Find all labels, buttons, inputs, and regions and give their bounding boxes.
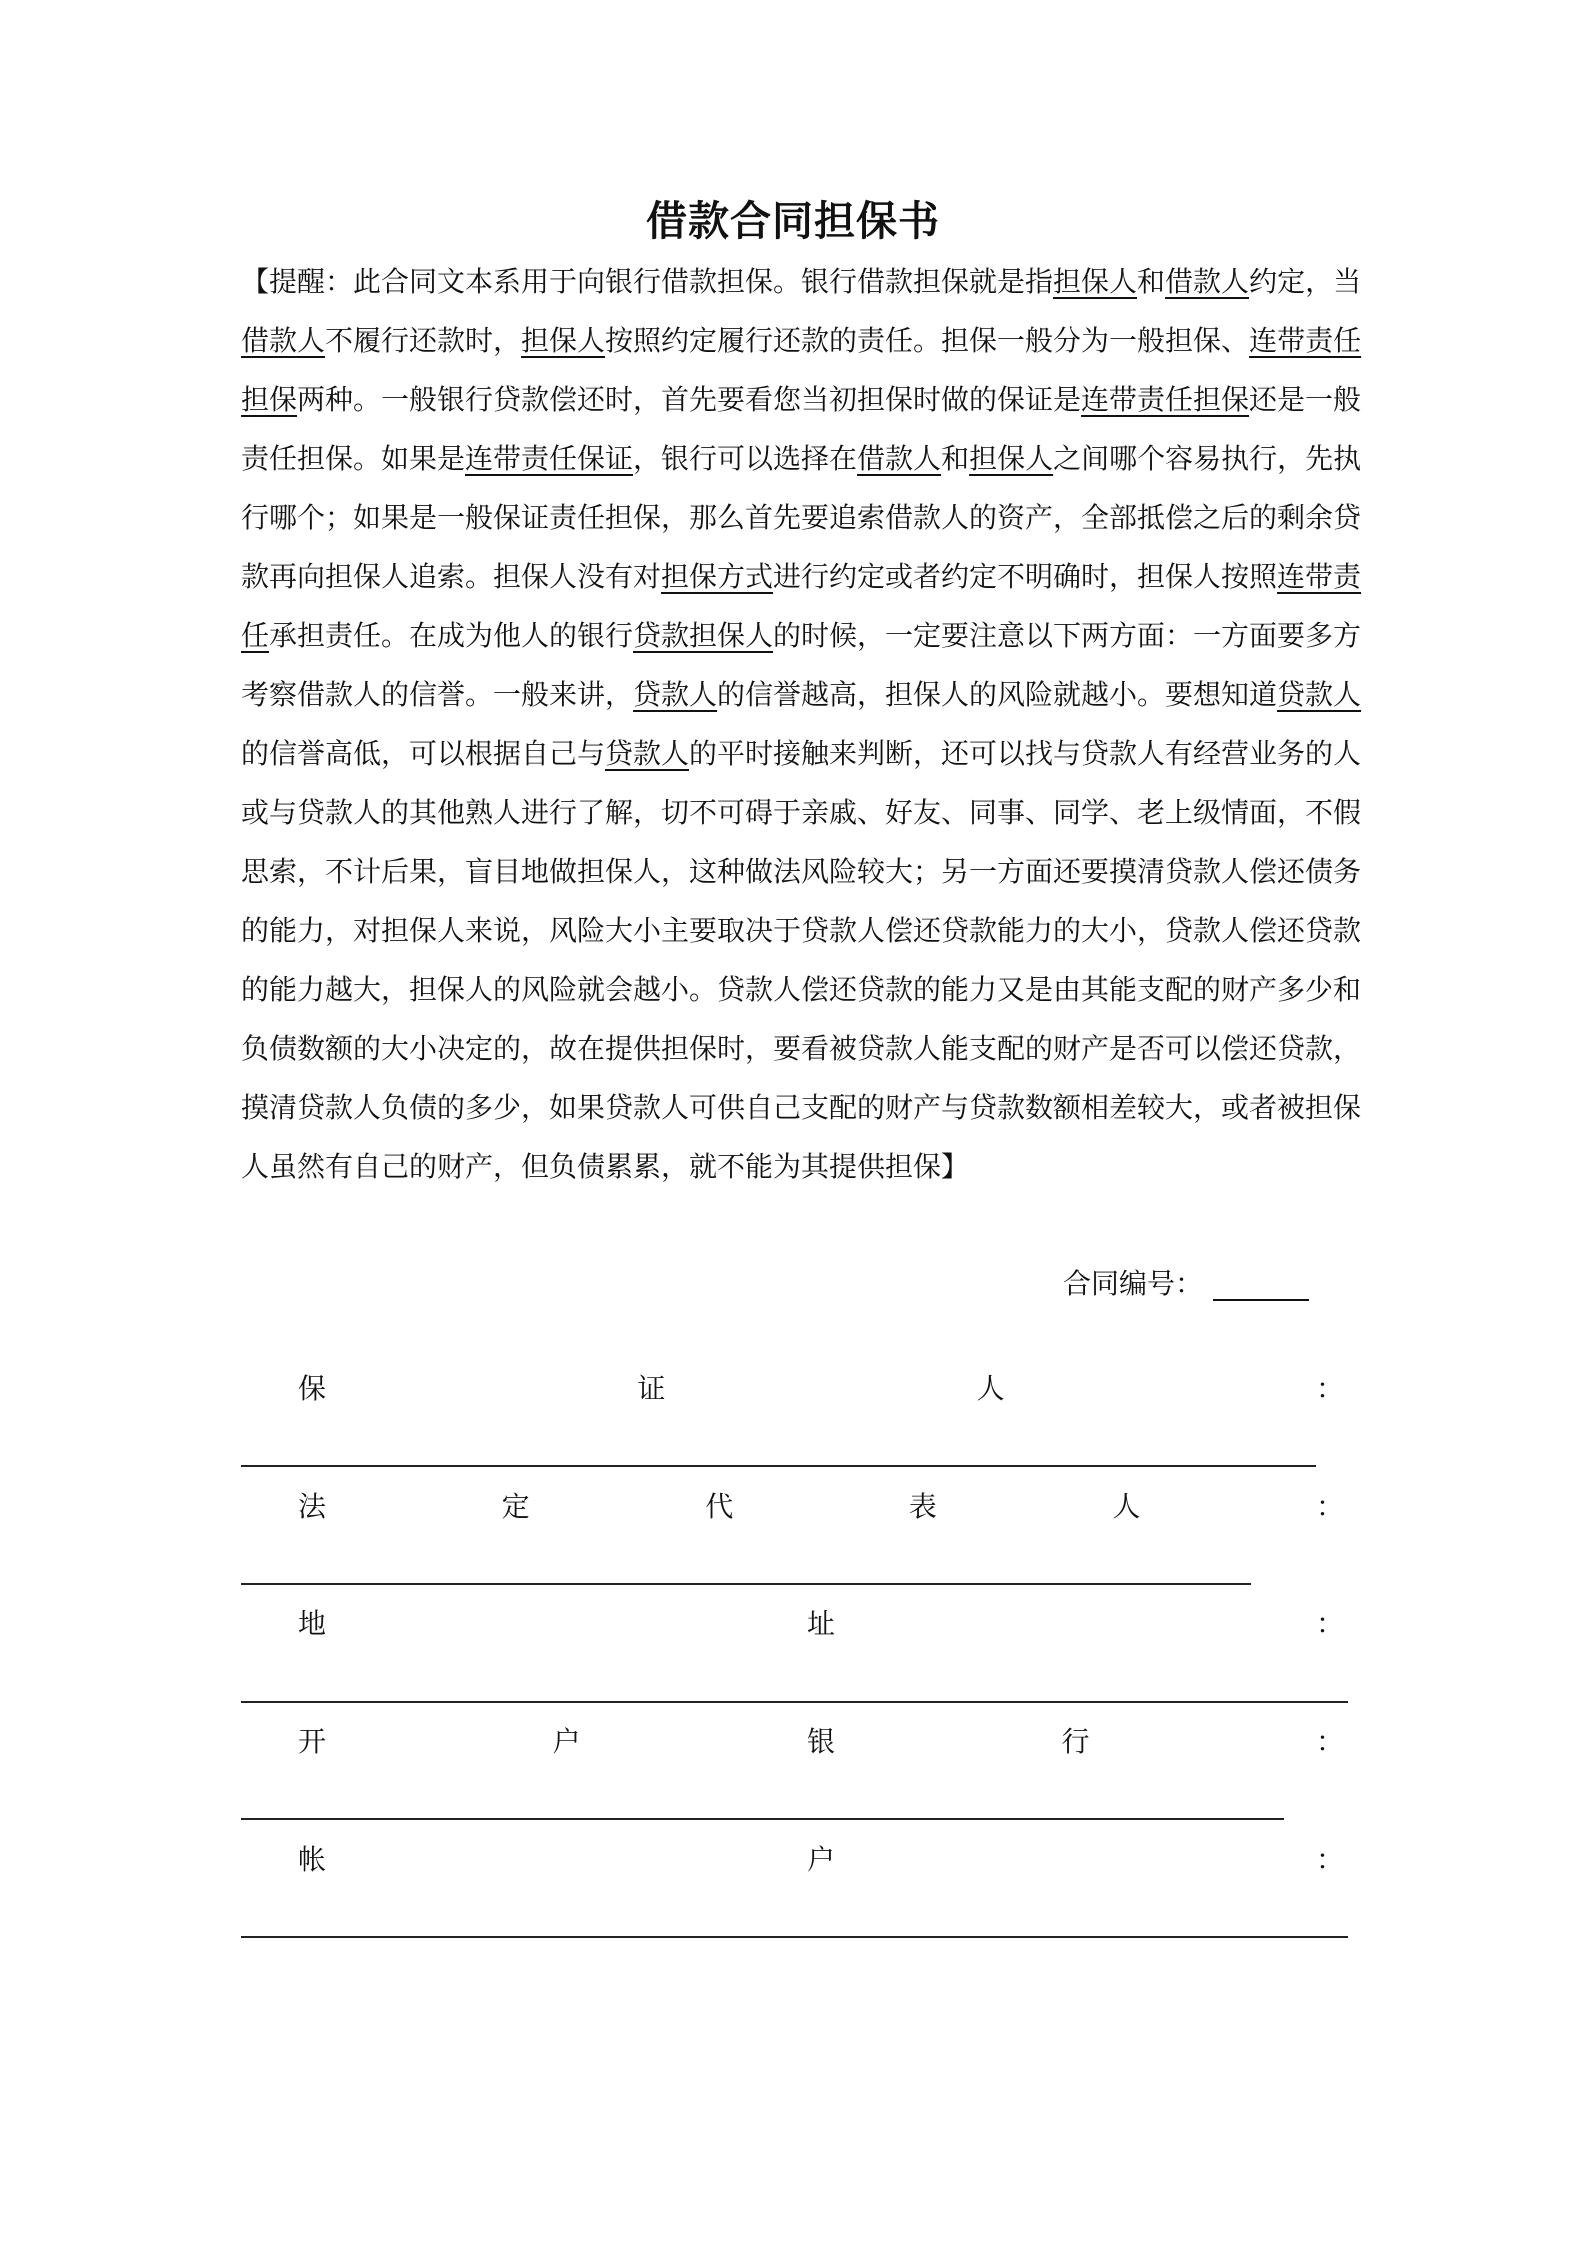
field-label-char: 帐: [298, 1843, 327, 1876]
field-label-char: 行: [1061, 1725, 1090, 1758]
reminder-text: 的平时接触来判断，还可以找与贷款人有经营业务的人: [689, 737, 1362, 770]
reminder-text: 【提醒：此合同文本系用于向银行借款担保。银行借款担保就是指: [241, 265, 1054, 298]
field-label-bank: [298, 1725, 1344, 1759]
reminder-text: 不履行还款时，: [325, 324, 522, 357]
field-label-char: 定: [501, 1490, 530, 1523]
field-label-char: ：: [1315, 1843, 1344, 1876]
contract-number-label: 合同编号：: [1063, 1267, 1204, 1300]
underlined-term: 贷款担保人: [633, 619, 774, 652]
field-label-char: 人: [1112, 1490, 1141, 1523]
document-title: 借款合同担保书: [646, 197, 940, 245]
underlined-term: 借款人: [1165, 265, 1250, 298]
field-label-char: ：: [1315, 1490, 1344, 1523]
reminder-text: 的能力越大，担保人的风险就会越小。贷款人偿还贷款的能力又是由其能支配的财产多少和: [241, 973, 1362, 1006]
reminder-line: [241, 1019, 1362, 1078]
reminder-text: 之间哪个容易执行，先执: [1053, 442, 1362, 475]
reminder-line: [241, 370, 1362, 429]
reminder-text: 的时候，一定要注意以下两方面：一方面要多方: [773, 619, 1362, 652]
underlined-term: 连带责任: [1249, 324, 1362, 357]
field-label-char: 法: [298, 1490, 327, 1523]
reminder-paragraph: [241, 252, 1362, 1196]
reminder-line: [241, 429, 1362, 488]
reminder-line: [241, 724, 1362, 783]
reminder-text: 的信誉高低，可以根据自己与: [241, 737, 606, 770]
field-label-guarantor: [298, 1372, 1344, 1406]
reminder-text: 负债数额的大小决定的，故在提供担保时，要看被贷款人能支配的财产是否可以偿还贷款，: [241, 1032, 1362, 1065]
reminder-text: ，银行可以选择在: [633, 442, 858, 475]
reminder-line: [241, 547, 1362, 606]
underlined-term: 借款人: [241, 324, 326, 357]
reminder-text: 行哪个；如果是一般保证责任担保，那么首先要追索借款人的资产，全部抵偿之后的剩余贷: [241, 501, 1362, 534]
reminder-text: 摸清贷款人负债的多少，如果贷款人可供自己支配的财产与贷款数额相差较大，或者被担保: [241, 1091, 1362, 1124]
underlined-term: 担保人: [1053, 265, 1138, 298]
underlined-term: 担保人: [521, 324, 606, 357]
reminder-text: 款再向担保人追索。担保人没有对: [241, 560, 662, 593]
reminder-line: [241, 488, 1362, 547]
field-label-char: 地: [298, 1607, 327, 1640]
field-label-char: 表: [908, 1490, 937, 1523]
field-label-char: 保: [298, 1372, 327, 1405]
field-blank-bank[interactable]: [241, 1818, 1284, 1820]
field-label-char: 开: [298, 1725, 327, 1758]
underlined-term: 连带责: [1277, 560, 1362, 593]
underlined-term: 连带责任担保: [1081, 383, 1250, 416]
reminder-text: 人虽然有自己的财产，但负债累累，就不能为其提供担保】: [241, 1150, 970, 1183]
reminder-text: 按照约定履行还款的责任。担保一般分为一般担保、: [605, 324, 1250, 357]
reminder-text: 或与贷款人的其他熟人进行了解，切不可碍于亲戚、好友、同事、同学、老上级情面，不假: [241, 796, 1362, 829]
field-blank-guarantor[interactable]: [241, 1465, 1316, 1467]
field-label-char: 银: [806, 1725, 835, 1758]
reminder-line: [241, 1078, 1362, 1137]
reminder-line: [241, 311, 1362, 370]
reminder-line: [241, 783, 1362, 842]
underlined-term: 贷款人: [1277, 678, 1362, 711]
underlined-term: 任: [241, 619, 270, 652]
field-label-char: 证: [637, 1372, 666, 1405]
reminder-line: [241, 1137, 1359, 1196]
field-label-char: 户: [552, 1725, 581, 1758]
field-label-char: 址: [806, 1607, 835, 1640]
reminder-line: [241, 960, 1362, 1019]
reminder-line: [241, 665, 1362, 724]
reminder-text: 的信誉越高，担保人的风险就越小。要想知道: [717, 678, 1278, 711]
field-label-char: 代: [705, 1490, 734, 1523]
reminder-line: [241, 842, 1362, 901]
field-blank-account[interactable]: [241, 1936, 1348, 1938]
field-blank-legal-representative[interactable]: [241, 1583, 1251, 1585]
field-label-char: 户: [806, 1843, 835, 1876]
reminder-text: 和: [941, 442, 970, 475]
reminder-text: 还是一般: [1249, 383, 1362, 416]
reminder-line: [241, 901, 1362, 960]
field-label-char: ：: [1315, 1372, 1344, 1405]
field-label-legal-representative: [298, 1490, 1344, 1524]
underlined-term: 连带责任保证: [465, 442, 634, 475]
reminder-text: 进行约定或者约定不明确时，担保人按照: [773, 560, 1278, 593]
reminder-text: 两种。一般银行贷款偿还时，首先要看您当初担保时做的保证是: [297, 383, 1082, 416]
reminder-text: 的能力，对担保人来说，风险大小主要取决于贷款人偿还贷款能力的大小，贷款人偿还贷款: [241, 914, 1362, 947]
reminder-text: 责任担保。如果是: [241, 442, 466, 475]
field-label-char: ：: [1315, 1607, 1344, 1640]
field-label-address: [298, 1607, 1344, 1641]
field-label-char: 人: [976, 1372, 1005, 1405]
reminder-text: 约定，当: [1249, 265, 1362, 298]
field-label-account: [298, 1843, 1344, 1877]
reminder-text: 思索，不计后果，盲目地做担保人，这种做法风险较大；另一方面还要摸清贷款人偿还债务: [241, 855, 1362, 888]
reminder-text: 承担责任。在成为他人的银行: [269, 619, 634, 652]
contract-number-row: [1063, 1262, 1309, 1302]
reminder-line: [241, 252, 1362, 311]
underlined-term: 担保: [241, 383, 298, 416]
underlined-term: 担保人: [969, 442, 1054, 475]
reminder-text: 考察借款人的信誉。一般来讲，: [241, 678, 634, 711]
field-label-char: ：: [1315, 1725, 1344, 1758]
contract-number-blank[interactable]: [1213, 1271, 1309, 1301]
underlined-term: 贷款人: [633, 678, 718, 711]
underlined-term: 担保方式: [661, 560, 774, 593]
reminder-text: 和: [1137, 265, 1166, 298]
reminder-line: [241, 606, 1362, 665]
underlined-term: 贷款人: [605, 737, 690, 770]
underlined-term: 借款人: [857, 442, 942, 475]
field-blank-address[interactable]: [241, 1701, 1348, 1703]
